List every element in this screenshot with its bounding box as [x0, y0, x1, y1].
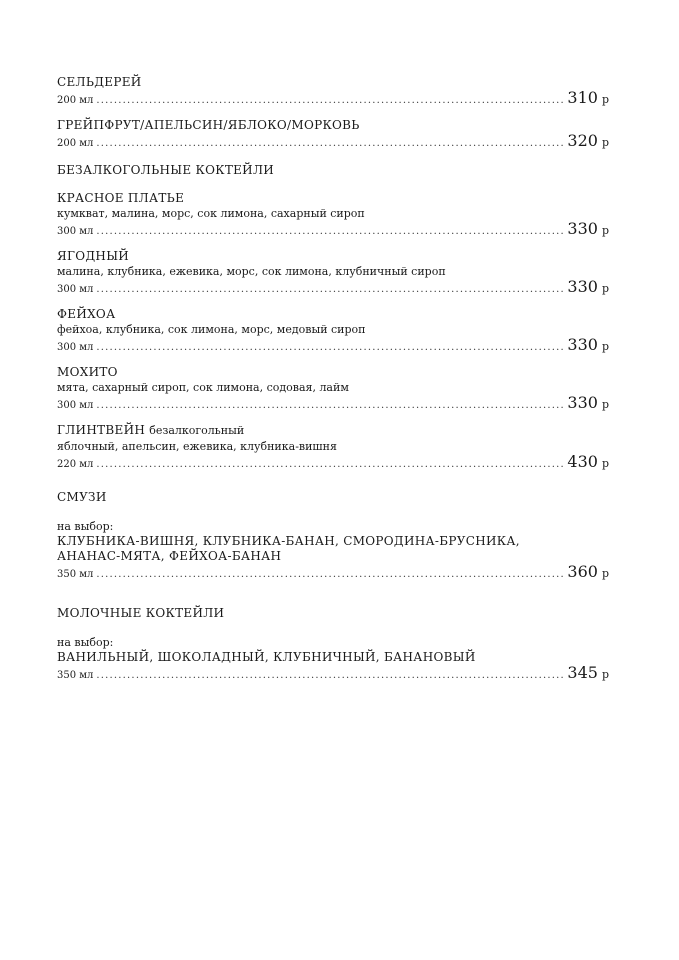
item-volume: 350 мл: [57, 670, 94, 681]
currency-sign: р: [601, 457, 609, 470]
choice-label: на выбор:: [57, 520, 114, 533]
menu-item-mulled-wine: [57, 422, 609, 473]
dot-leader: [96, 282, 564, 298]
item-volume: 300 мл: [57, 226, 94, 237]
section-title-non-alcoholic: БЕЗАЛКОГОЛЬНЫЕ КОКТЕЙЛИ: [57, 163, 275, 177]
item-price-line: [57, 133, 609, 152]
currency-sign: р: [601, 398, 609, 411]
dot-leader: [96, 340, 564, 356]
item-description: малина, клубника, ежевика, морс, сок лимона, клубничный сироп: [57, 265, 446, 278]
item-price-line: [57, 337, 609, 356]
menu-item-red-dress: [57, 190, 609, 240]
choice-options-line-2: АНАНАС-МЯТА, ФЕЙХОА-БАНАН: [57, 549, 282, 563]
choice-options-line-1: КЛУБНИКА-ВИШНЯ, КЛУБНИКА-БАНАН, СМОРОДИНА-БРУСНИКА,: [57, 534, 520, 548]
item-title: [57, 422, 609, 439]
currency-sign: р: [601, 93, 609, 106]
section-title-milkshakes: МОЛОЧНЫЕ КОКТЕЙЛИ: [57, 606, 225, 620]
item-subtitle: безалкогольный: [149, 424, 245, 437]
menu-item-berry: [57, 248, 609, 298]
currency-sign: р: [601, 668, 609, 681]
dot-leader: [96, 457, 564, 473]
menu-item-feijoa: [57, 306, 609, 356]
item-price-line: [57, 221, 609, 240]
item-volume: 300 мл: [57, 284, 94, 295]
currency-sign: р: [601, 282, 609, 295]
item-volume: 350 мл: [57, 569, 94, 580]
item-volume: 200 мл: [57, 95, 94, 106]
item-price-line: [57, 90, 609, 109]
dot-leader: [96, 668, 564, 684]
item-title: ЯГОДНЫЙ: [57, 249, 130, 263]
item-title: МОХИТО: [57, 365, 118, 379]
item-title: ГРЕЙПФРУТ/АПЕЛЬСИН/ЯБЛОКО/МОРКОВЬ: [57, 118, 360, 132]
item-volume: 200 мл: [57, 138, 94, 149]
item-price: 360: [567, 562, 598, 581]
item-price-line: [57, 454, 609, 473]
item-price: 345: [567, 663, 598, 682]
currency-sign: р: [601, 340, 609, 353]
item-description: мята, сахарный сироп, сок лимона, содовая, лайм: [57, 381, 349, 394]
menu-item-mojito: [57, 364, 609, 414]
item-volume: 220 мл: [57, 459, 94, 470]
item-price-line: [57, 564, 609, 583]
menu-item-mixed-juice: [57, 117, 609, 152]
item-description: фейхоа, клубника, сок лимона, морс, медовый сироп: [57, 323, 366, 336]
item-price: 330: [567, 393, 598, 412]
dot-leader: [96, 224, 564, 240]
item-price-line: [57, 665, 609, 684]
currency-sign: р: [601, 136, 609, 149]
item-volume: 300 мл: [57, 400, 94, 411]
item-description: яблочный, апельсин, ежевика, клубника-вишня: [57, 440, 337, 453]
item-price: 310: [567, 88, 598, 107]
item-volume: 300 мл: [57, 342, 94, 353]
item-price: 430: [567, 452, 598, 471]
menu-item-milkshake: [57, 635, 609, 684]
item-price: 330: [567, 335, 598, 354]
item-price: 330: [567, 277, 598, 296]
dot-leader: [96, 567, 564, 583]
dot-leader: [96, 136, 564, 152]
item-title-text: ГЛИНТВЕЙН: [57, 423, 146, 437]
section-title-smoothie: СМУЗИ: [57, 490, 107, 504]
item-title: ФЕЙХОА: [57, 307, 116, 321]
item-price-line: [57, 395, 609, 414]
dot-leader: [96, 93, 564, 109]
item-title: СЕЛЬДЕРЕЙ: [57, 75, 142, 89]
menu-page: [57, 74, 609, 692]
choice-options-line-1: ВАНИЛЬНЫЙ, ШОКОЛАДНЫЙ, КЛУБНИЧНЫЙ, БАНАНОВЫЙ: [57, 650, 476, 664]
item-price: 330: [567, 219, 598, 238]
item-title: КРАСНОЕ ПЛАТЬЕ: [57, 191, 185, 205]
dot-leader: [96, 398, 564, 414]
currency-sign: р: [601, 567, 609, 580]
currency-sign: р: [601, 224, 609, 237]
item-price-line: [57, 279, 609, 298]
item-price: 320: [567, 131, 598, 150]
menu-item-celery: [57, 74, 609, 109]
menu-item-smoothie: [57, 519, 609, 583]
choice-label: на выбор:: [57, 636, 114, 649]
item-description: кумкват, малина, морс, сок лимона, сахарный сироп: [57, 207, 365, 220]
